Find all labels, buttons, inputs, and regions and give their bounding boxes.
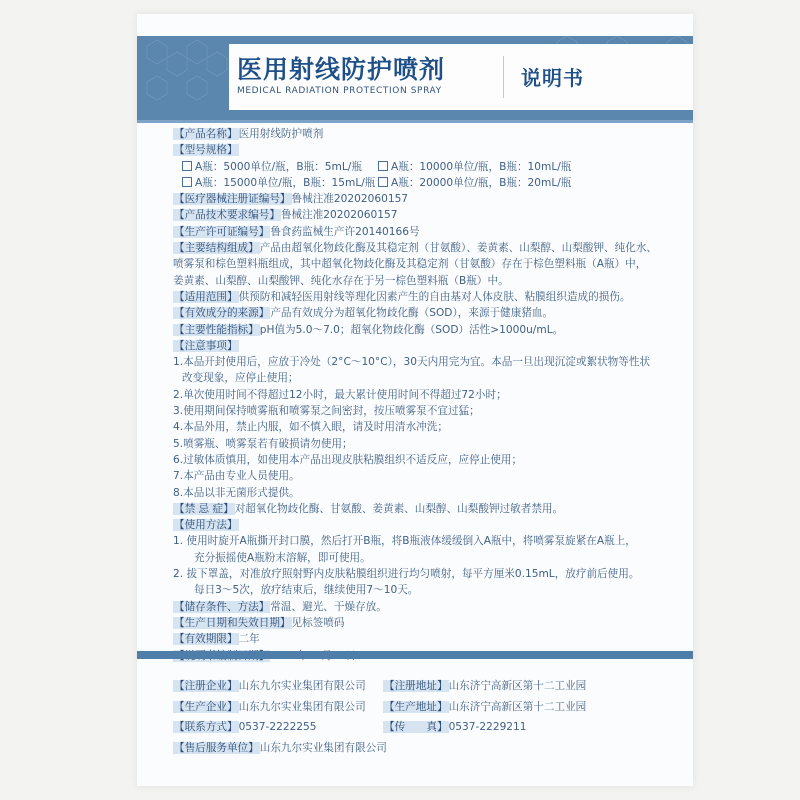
note-item: 8.本品以非无菌形式提供。 — [173, 486, 300, 499]
structure-row: 【主要结构组成】产品由超氧化物歧化酶及其稳定剂（甘氨酸）、姜黄素、山梨醇、山梨酸钾、纯化水、 — [174, 242, 658, 255]
usage-item: 每日3～5次，放疗结束后，继续使用7～10天。 — [194, 584, 419, 597]
company-info — [173, 676, 683, 758]
note-item: 3.使用期间保持喷雾瓶和喷雾泵之间密封，按压喷雾泵不宜过猛； — [173, 405, 480, 418]
scope-row: 【适用范围】供预防和减轻医用射线等理化因素产生的自由基对人体皮肤、粘膜组织造成的损伤。 — [174, 290, 631, 303]
usage-item: 充分振摇使A瓶粉末溶解，即可使用。 — [194, 551, 371, 564]
prod-license-row: 【生产许可证编号】鲁食药监械生产许20140166号 — [174, 225, 420, 238]
company-row: 【注册企业】山东九尔实业集团有限公司 【注册地址】山东济宁高新区第十二工业园 — [174, 680, 587, 692]
storage-row: 【储存条件、方法】常温、避光、干燥存放。 — [174, 600, 387, 613]
note-item: 改变现象，应停止使用； — [182, 372, 299, 385]
note-item: 6.过敏体质慎用，如使用本产品出现皮肤粘膜组织不适反应，应停止使用； — [173, 453, 523, 466]
notes-row: 【注意事项】 — [174, 339, 238, 352]
structure-line: 姜黄素、山梨醇、山梨酸钾、纯化水存在于另一棕色塑料瓶（B瓶）中。 — [173, 274, 509, 287]
checkbox-icon — [378, 161, 388, 171]
instruction-sheet — [137, 14, 693, 786]
note-item: 5.喷雾瓶、喷雾泵若有破损请勿使用； — [173, 437, 353, 450]
model-options-row-1 — [173, 159, 683, 175]
tech-req-row: 【产品技术要求编号】鲁械注准20202060157 — [174, 209, 398, 222]
note-item: 4.本品外用，禁止内服，如不慎入眼，请及时用清水冲洗； — [173, 421, 448, 434]
note-item: 2.单次使用时间不得超过12小时，最大累计使用时间不得超过72小时； — [173, 388, 507, 401]
usage-row: 【使用方法】 — [174, 519, 238, 532]
dates-row: 【生产日期和失效日期】见标签喷码 — [174, 616, 345, 629]
model-row: 【型号规格】 — [174, 144, 238, 157]
checkbox-icon — [378, 177, 388, 187]
header-rule — [137, 120, 693, 123]
model-options-row-2 — [173, 175, 683, 191]
product-name-row: 【产品名称】医用射线防护喷剂 — [174, 128, 324, 140]
model-option[interactable]: A瓶：20000单位/瓶，B瓶：20mL/瓶 — [378, 175, 571, 191]
ingredient-row: 【有效成分的来源】产品有效成分为超氧化物歧化酶（SOD），来源于健康猪血。 — [174, 307, 554, 320]
validity-row: 【有效期限】二年 — [174, 633, 260, 646]
checkbox-icon — [182, 161, 192, 171]
company-row: 【售后服务单位】山东九尔实业集团有限公司 — [174, 741, 387, 754]
checkbox-icon — [182, 177, 192, 187]
usage-item: 2. 拔下罩盖，对准放疗照射野内皮肤粘膜组织进行均匀喷射，每平方厘米0.15mL，放疗前后使用。 — [173, 568, 640, 581]
company-row: 【联系方式】0537-2222255 【传 真】0537-2229211 — [174, 721, 527, 734]
usage-item: 1. 使用时旋开A瓶撕开封口膜，然后打开B瓶，将B瓶液体缓缓倒入A瓶中，将喷雾泵旋紧在A瓶上， — [173, 535, 636, 548]
product-title: 医用射线防护喷剂 — [237, 55, 446, 84]
contra-row: 【禁 忌 症】对超氧化物歧化酶、甘氨酸、姜黄素、山梨醇、山梨酸钾过敏者禁用。 — [174, 502, 564, 515]
note-item: 7.本产品由专业人员使用。 — [173, 470, 300, 483]
product-subtitle: MEDICAL RADIATION PROTECTION SPRAY — [237, 86, 442, 96]
model-option[interactable]: A瓶：10000单位/瓶，B瓶：10mL/瓶 — [378, 159, 571, 175]
footer-band — [137, 651, 693, 659]
company-row: 【生产企业】山东九尔实业集团有限公司 【生产地址】山东济宁高新区第十二工业园 — [174, 700, 587, 713]
note-item: 1.本品开封使用后，应放于冷处（2°C～10°C），30天内用完为宜。本品一旦出现沉淀或絮状物等性状 — [173, 356, 651, 369]
title-divider — [503, 56, 504, 98]
model-option[interactable]: A瓶：5000单位/瓶，B瓶：5mL/瓶 — [182, 159, 378, 175]
instruction-body — [173, 126, 683, 664]
performance-row: 【主要性能指标】pH值为5.0～7.0；超氧化物歧化酶（SOD）活性>1000u/mL。 — [174, 323, 564, 336]
structure-line: 喷雾泵和棕色塑料瓶组成，其中超氧化物歧化酶及其稳定剂（甘氨酸）存在于棕色塑料瓶（A瓶）中， — [173, 258, 647, 271]
model-option[interactable]: A瓶：15000单位/瓶，B瓶：15mL/瓶 — [182, 175, 378, 191]
document-type: 说明书 — [521, 66, 584, 90]
reg-cert-row: 【医疗器械注册证编号】鲁械注准20202060157 — [174, 193, 409, 206]
